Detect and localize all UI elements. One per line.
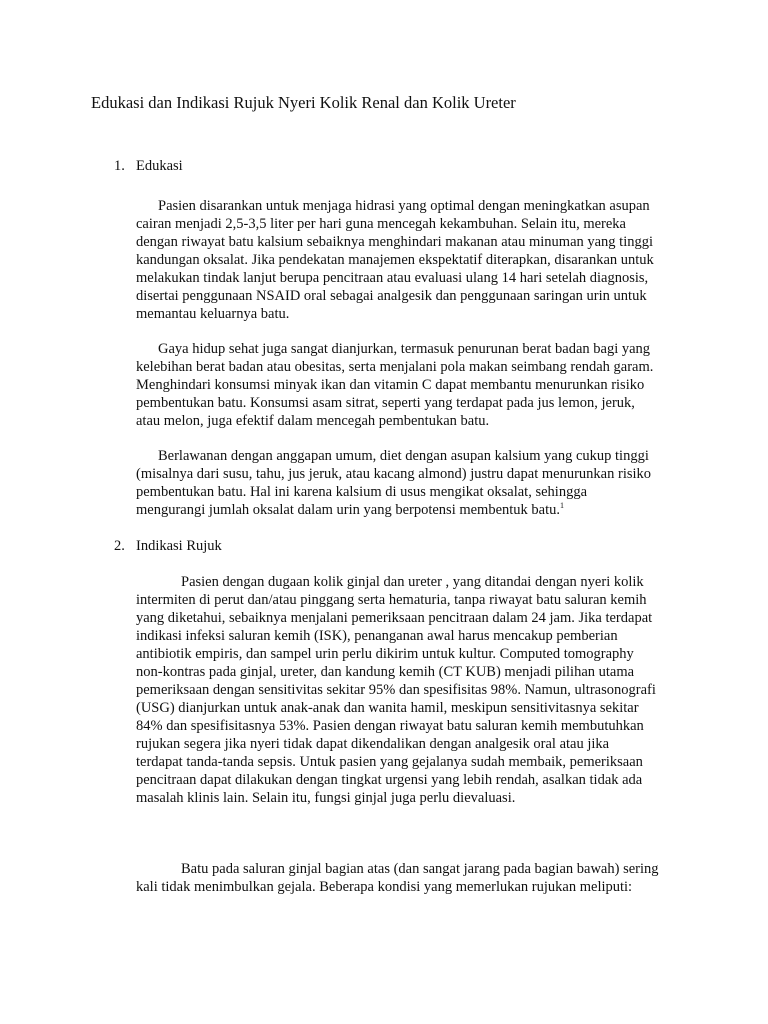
section-heading-indikasi-rujuk xyxy=(114,537,222,555)
text-line: kelebihan berat badan atau obesitas, serta menjalani pola makan seimbang rendah garam. xyxy=(136,359,654,375)
paragraph-gaya-hidup xyxy=(136,340,676,430)
text-line: Pasien dengan dugaan kolik ginjal dan ureter , yang ditandai dengan nyeri kolik xyxy=(181,574,644,590)
text-line: intermiten di perut dan/atau pinggang serta hematuria, tanpa riwayat batu saluran kemih xyxy=(136,592,647,608)
text-line: terdapat tanda-tanda sepsis. Untuk pasien yang gejalanya sudah membaik, pemeriksaan xyxy=(136,754,643,770)
text-line: pembentukan batu. Hal ini karena kalsium di usus mengikat oksalat, sehingga xyxy=(136,484,588,500)
text-line: (USG) dianjurkan untuk anak-anak dan wanita hamil, meskipun sensitivitasnya sekitar xyxy=(136,700,639,716)
text-line: melakukan tindak lanjut berupa pencitraan atau evaluasi ulang 14 hari setelah diagnosis, xyxy=(136,270,649,286)
text-line: (misalnya dari susu, tahu, jus jeruk, atau kacang almond) justru dapat menurunkan risiko xyxy=(136,466,652,482)
paragraph-dugaan-kolik xyxy=(136,573,676,807)
text-line: Pasien disarankan untuk menjaga hidrasi yang optimal dengan meningkatkan asupan xyxy=(158,198,650,214)
text-line: masalah klinis lain. Selain itu, fungsi ginjal juga perlu dievaluasi. xyxy=(136,790,516,806)
text-line: pencitraan dapat dilakukan dengan tingkat urgensi yang lebih rendah, asalkan tidak ada xyxy=(136,772,643,788)
section-heading-edukasi xyxy=(114,157,183,175)
section-number: 1. xyxy=(114,158,125,174)
text-line: Menghindari konsumsi minyak ikan dan vitamin C dapat membantu menurunkan risiko xyxy=(136,377,645,393)
section-title: Edukasi xyxy=(136,158,183,174)
text-line xyxy=(136,501,676,519)
text-line: pemeriksaan dengan sensitivitas sekitar 95% dan spesifisitas 98%. Namun, ultrasonografi xyxy=(136,682,656,698)
text-line: cairan menjadi 2,5-3,5 liter per hari guna mencegah kekambuhan. Selain itu, mereka xyxy=(136,216,626,232)
document-title: Edukasi dan Indikasi Rujuk Nyeri Kolik Renal dan Kolik Ureter xyxy=(91,93,516,112)
text-line: Berlawanan dengan anggapan umum, diet dengan asupan kalsium yang cukup tinggi xyxy=(158,448,649,464)
text-line: non-kontras pada ginjal, ureter, dan kandung kemih (CT KUB) menjadi pilihan utama xyxy=(136,664,635,680)
text-line: Batu pada saluran ginjal bagian atas (dan sangat jarang pada bagian bawah) sering xyxy=(181,861,659,877)
text-line: atau melon, juga efektif dalam mencegah pembentukan batu. xyxy=(136,413,490,429)
text-line: antibiotik empiris, dan sampel urin perlu dikirim untuk kultur. Computed tomography xyxy=(136,646,634,662)
text-line: rujukan segera jika nyeri tidak dapat dikendalikan dengan analgesik oral atau jika xyxy=(136,736,610,752)
text-line: pembentukan batu. Konsumsi asam sitrat, seperti yang terdapat pada jus lemon, jeruk, xyxy=(136,395,635,411)
text-line: yang diketahui, sebaiknya menjalani pemeriksaan pencitraan dalam 24 jam. Jika terdapat xyxy=(136,610,653,626)
paragraph-hidrasi xyxy=(136,197,676,323)
footnote-reference: 1 xyxy=(560,501,565,510)
text-line: Gaya hidup sehat juga sangat dianjurkan, termasuk penurunan berat badan bagi yang xyxy=(158,341,651,357)
text-line: kali tidak menimbulkan gejala. Beberapa kondisi yang memerlukan rujukan meliputi: xyxy=(136,879,633,895)
text-line: kandungan oksalat. Jika pendekatan manajemen ekspektatif diterapkan, disarankan untuk xyxy=(136,252,654,268)
paragraph-batu-saluran-atas xyxy=(136,860,676,896)
text-line-content: mengurangi jumlah oksalat dalam urin yang berpotensi membentuk batu. xyxy=(136,502,561,518)
text-line: 84% dan spesifisitasnya 53%. Pasien dengan riwayat batu saluran kemih membutuhkan xyxy=(136,718,644,734)
text-line: disertai penggunaan NSAID oral sebagai analgesik dan penggunaan saringan urin untuk xyxy=(136,288,647,304)
text-line: indikasi infeksi saluran kemih (ISK), penanganan awal harus mencakup pemberian xyxy=(136,628,618,644)
paragraph-kalsium xyxy=(136,447,676,519)
text-line: memantau keluarnya batu. xyxy=(136,306,290,322)
text-line: dengan riwayat batu kalsium sebaiknya menghindari makanan atau minuman yang tinggi xyxy=(136,234,654,250)
section-number: 2. xyxy=(114,538,125,554)
section-title: Indikasi Rujuk xyxy=(136,538,222,554)
